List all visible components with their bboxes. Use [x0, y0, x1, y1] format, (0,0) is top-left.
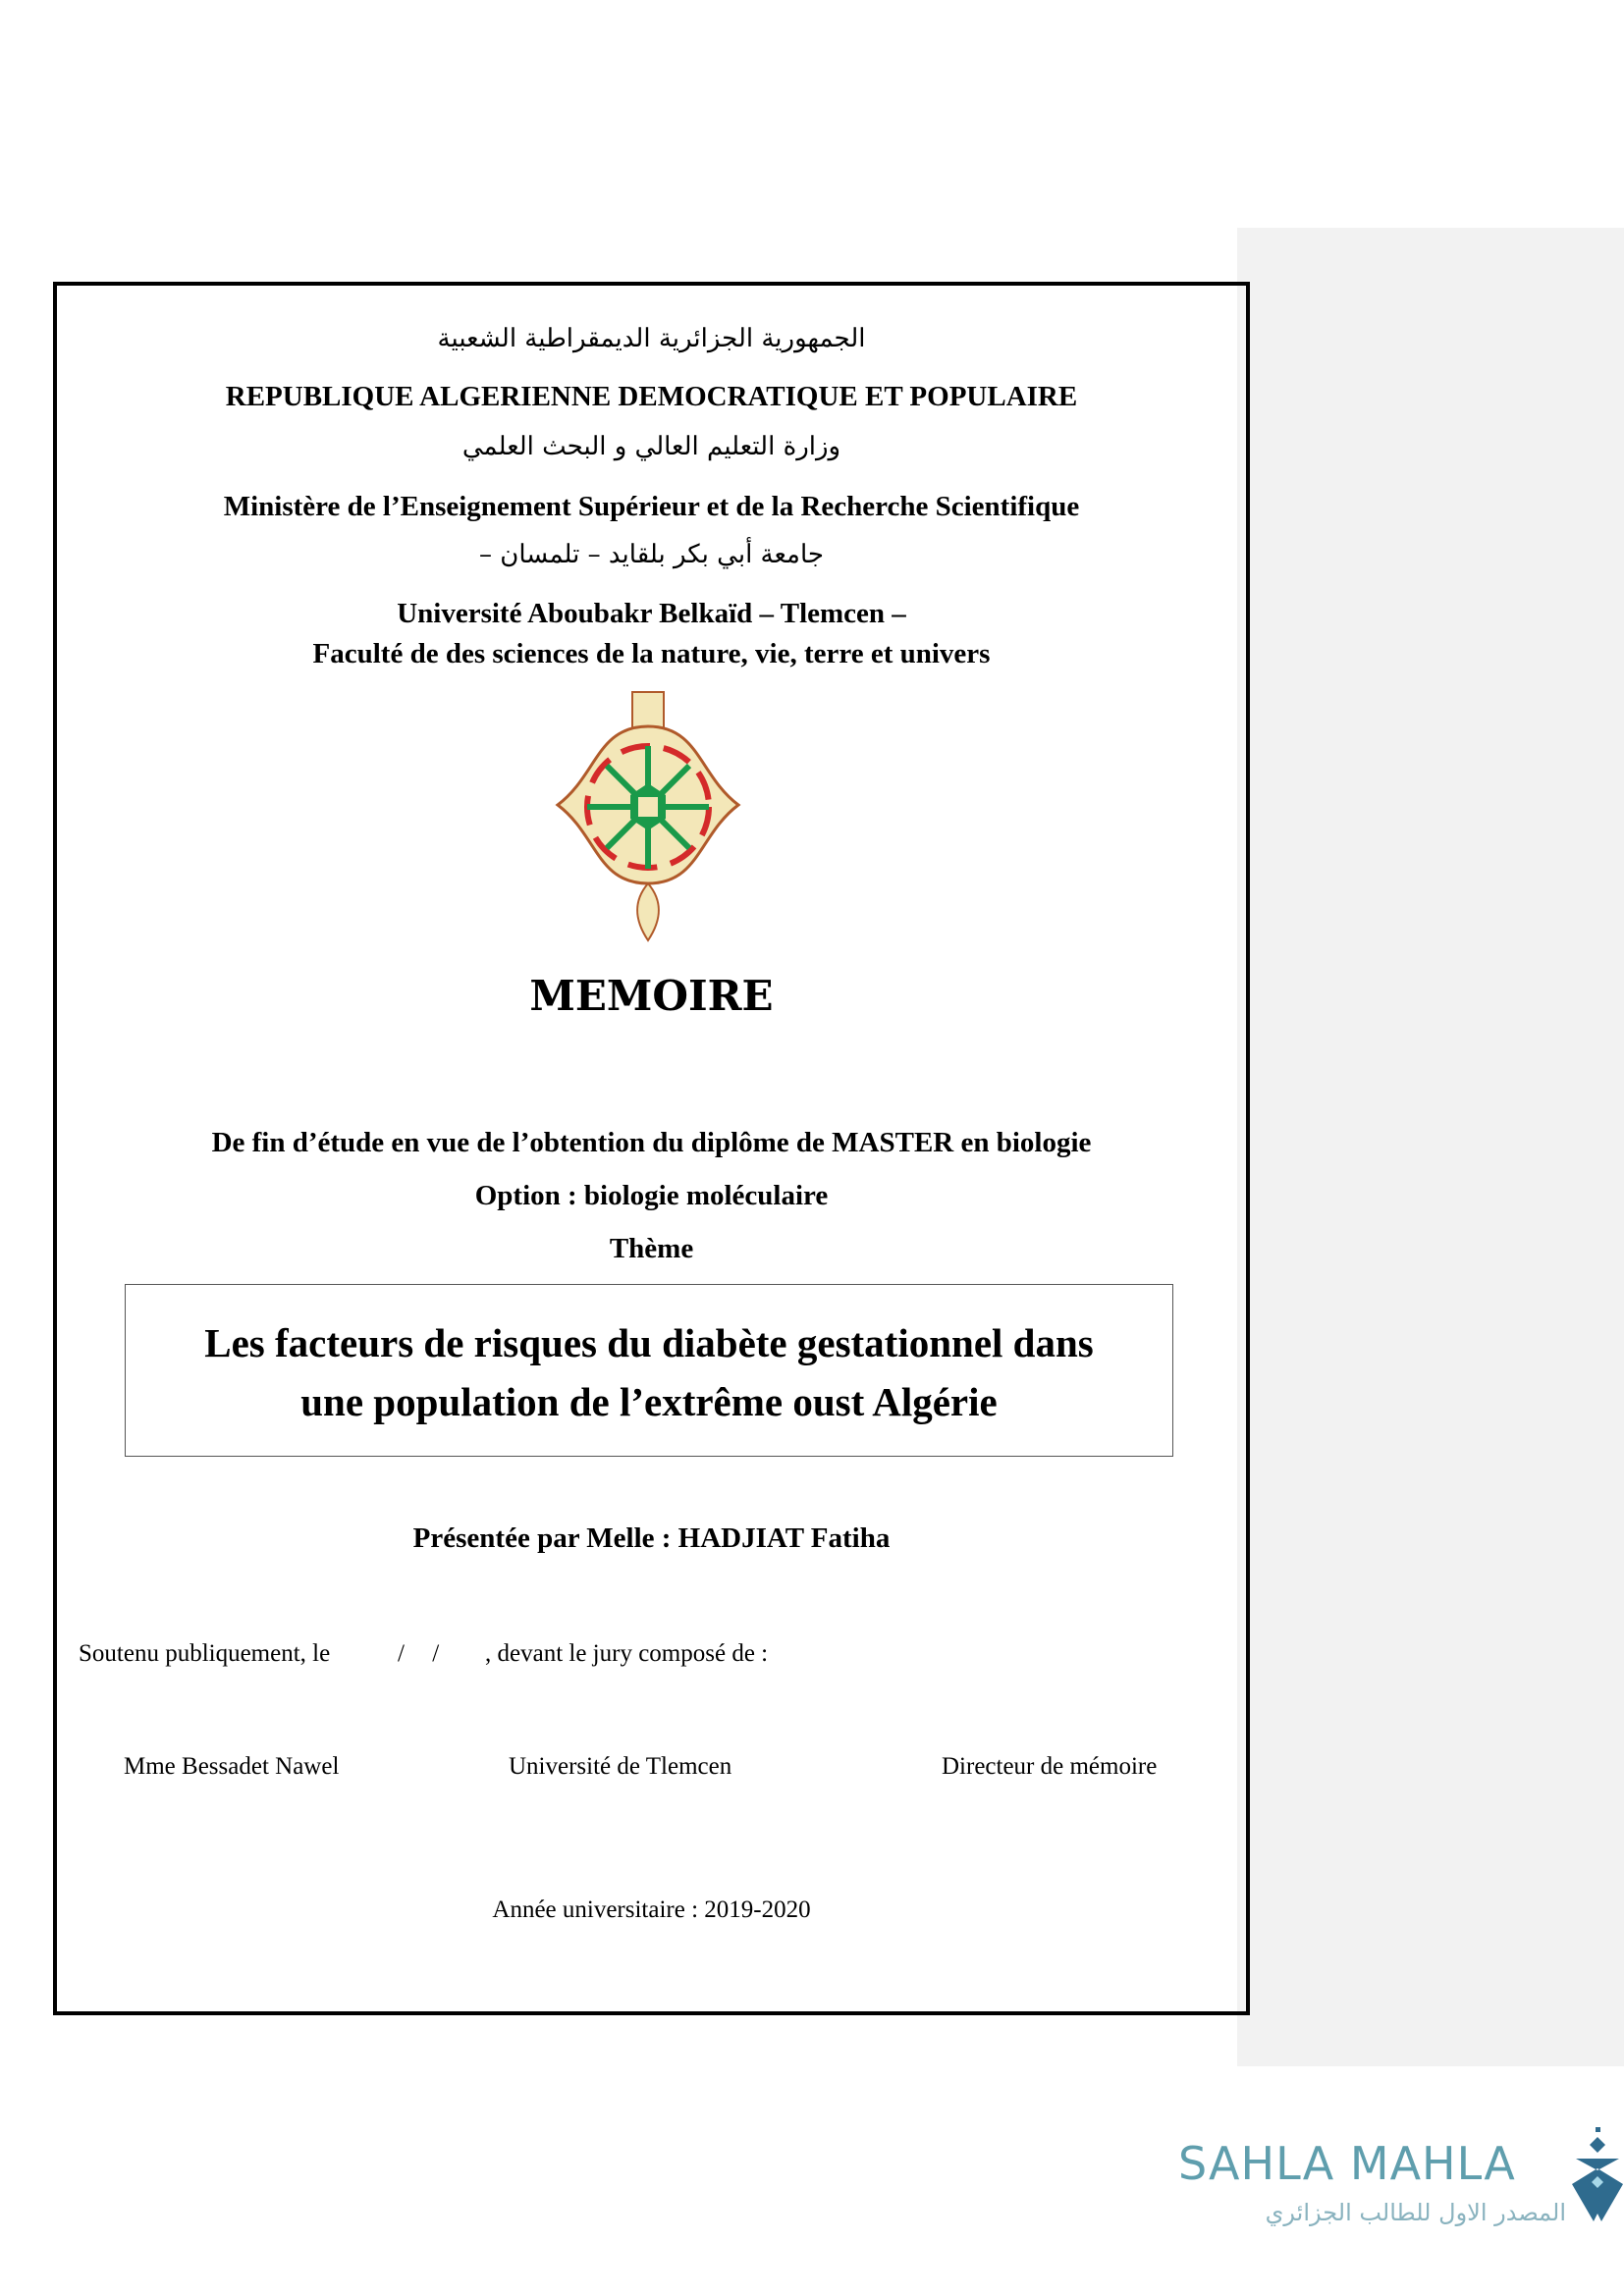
option-text: Option : biologie moléculaire — [474, 1180, 829, 1211]
watermark-brand: SAHLA MAHLA — [1178, 2137, 1516, 2190]
watermark-emblem-icon — [1566, 2125, 1624, 2223]
presented-by: Présentée par Melle : HADJIAT Fatiha — [412, 1522, 891, 1554]
defense-prefix: Soutenu publiquement, le — [79, 1640, 331, 1667]
watermark-tagline: المصدر الاول للطالب الجزائري — [1265, 2199, 1566, 2226]
jury-institution: Université de Tlemcen — [509, 1753, 732, 1780]
university-heading: Université Aboubakr Belkaïd – Tlemcen – — [397, 598, 906, 629]
title-box — [125, 1284, 1173, 1457]
purpose-text: De fin d’étude en vue de l’obtention du diplôme de MASTER en biologie — [211, 1127, 1092, 1158]
arabic-ministry: وزارة التعليم العالي و البحث العلمي — [461, 432, 841, 461]
defense-date: / / — [398, 1640, 440, 1667]
title-line-1: Les facteurs de risques du diabète gestationnel dans — [204, 1320, 1094, 1365]
defense-suffix: , devant le jury composé de : — [485, 1640, 769, 1667]
republic-heading: REPUBLIQUE ALGERIENNE DEMOCRATIQUE ET POPULAIRE — [225, 381, 1078, 412]
arabic-republic: الجمهورية الجزائرية الديمقراطية الشعبية — [437, 324, 866, 353]
document-type: MEMOIRE — [529, 972, 774, 1020]
theme-label: Thème — [609, 1233, 694, 1264]
margin-panel — [1237, 228, 1624, 2066]
ministry-heading: Ministère de l’Enseignement Supérieur et de la Recherche Scientifique — [223, 491, 1080, 522]
jury-role: Directeur de mémoire — [942, 1753, 1158, 1780]
arabic-university: جامعة أبي بكر بلقايد – تلمسان – — [479, 540, 824, 569]
faculty-heading: Faculté de des sciences de la nature, vie, terre et univers — [312, 638, 991, 669]
title-line-2: une population de l’extrême oust Algérie — [300, 1379, 998, 1424]
academic-year: Année universitaire : 2019-2020 — [492, 1896, 811, 1923]
university-logo — [538, 687, 758, 944]
jury-name: Mme Bessadet Nawel — [124, 1753, 340, 1780]
